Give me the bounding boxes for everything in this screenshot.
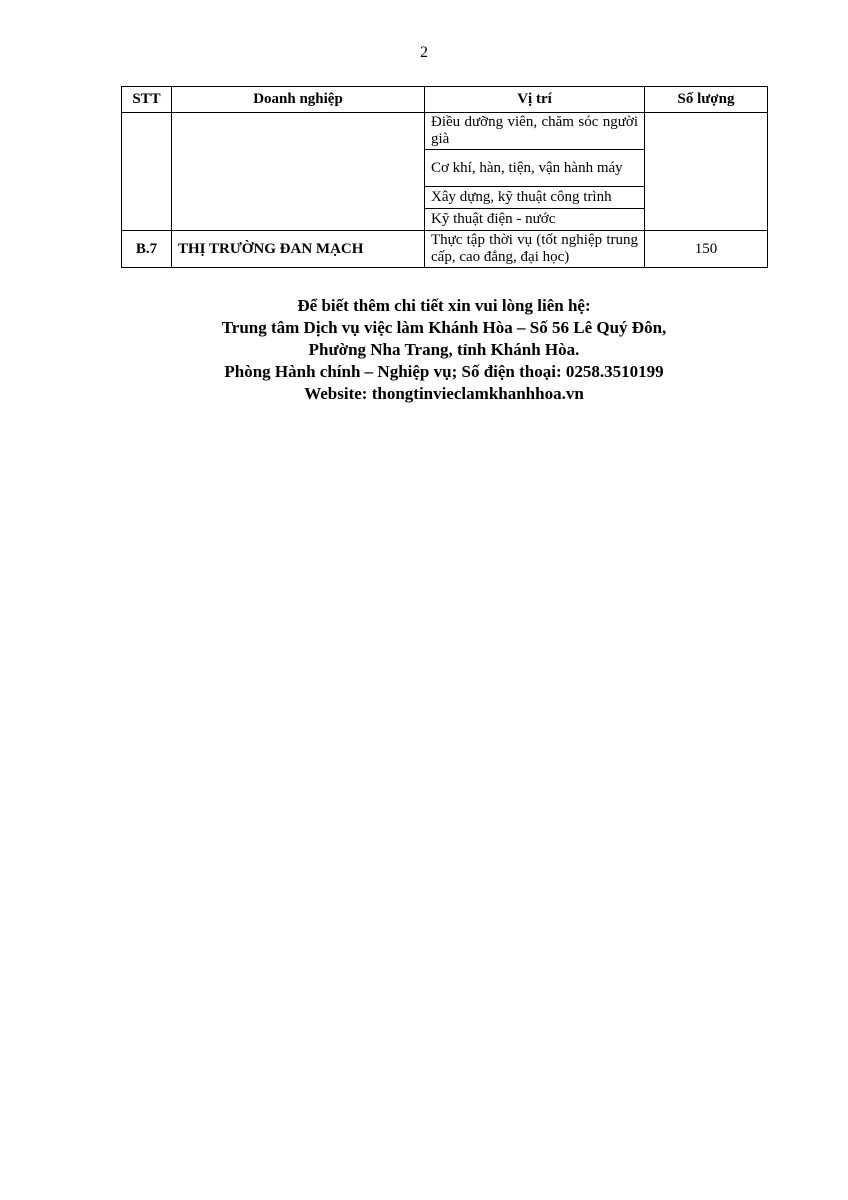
table-row bbox=[122, 113, 768, 150]
contact-intro: Để biết thêm chi tiết xin vui lòng liên hệ: bbox=[297, 296, 591, 315]
table-row-b7 bbox=[122, 231, 768, 268]
quantity-cell: 150 bbox=[645, 231, 768, 268]
page-number: 2 bbox=[420, 44, 428, 61]
contact-block bbox=[0, 295, 848, 405]
stt-cell: B.7 bbox=[122, 231, 172, 268]
header-position: Vị trí bbox=[425, 87, 645, 113]
header-company: Doanh nghiệp bbox=[172, 87, 425, 113]
contact-website: Website: thongtinvieclamkhanhhoa.vn bbox=[304, 384, 584, 403]
header-stt: STT bbox=[122, 87, 172, 113]
position-cell: Điều dưỡng viên, chăm sóc người già bbox=[425, 113, 645, 150]
contact-phone: Phòng Hành chính – Nghiệp vụ; Số điện thoại: 0258.3510199 bbox=[224, 362, 664, 381]
contact-address: Phường Nha Trang, tỉnh Khánh Hòa. bbox=[308, 340, 580, 359]
position-cell: Thực tập thời vụ (tốt nghiệp trung cấp, cao đẳng, đại học) bbox=[425, 231, 645, 268]
company-cell: THỊ TRƯỜNG ĐAN MẠCH bbox=[172, 231, 425, 268]
contact-organization: Trung tâm Dịch vụ việc làm Khánh Hòa – Số 56 Lê Quý Đôn, bbox=[221, 318, 667, 337]
position-cell: Xây dựng, kỹ thuật công trình bbox=[425, 187, 645, 209]
position-cell: Cơ khí, hàn, tiện, vận hành máy bbox=[425, 150, 645, 187]
table-header-row bbox=[122, 87, 768, 113]
continued-stt-cell bbox=[122, 113, 172, 231]
jobs-table bbox=[121, 86, 768, 268]
position-cell: Kỹ thuật điện - nước bbox=[425, 209, 645, 231]
header-quantity: Số lượng bbox=[645, 87, 768, 113]
continued-quantity-cell bbox=[645, 113, 768, 231]
continued-company-cell bbox=[172, 113, 425, 231]
